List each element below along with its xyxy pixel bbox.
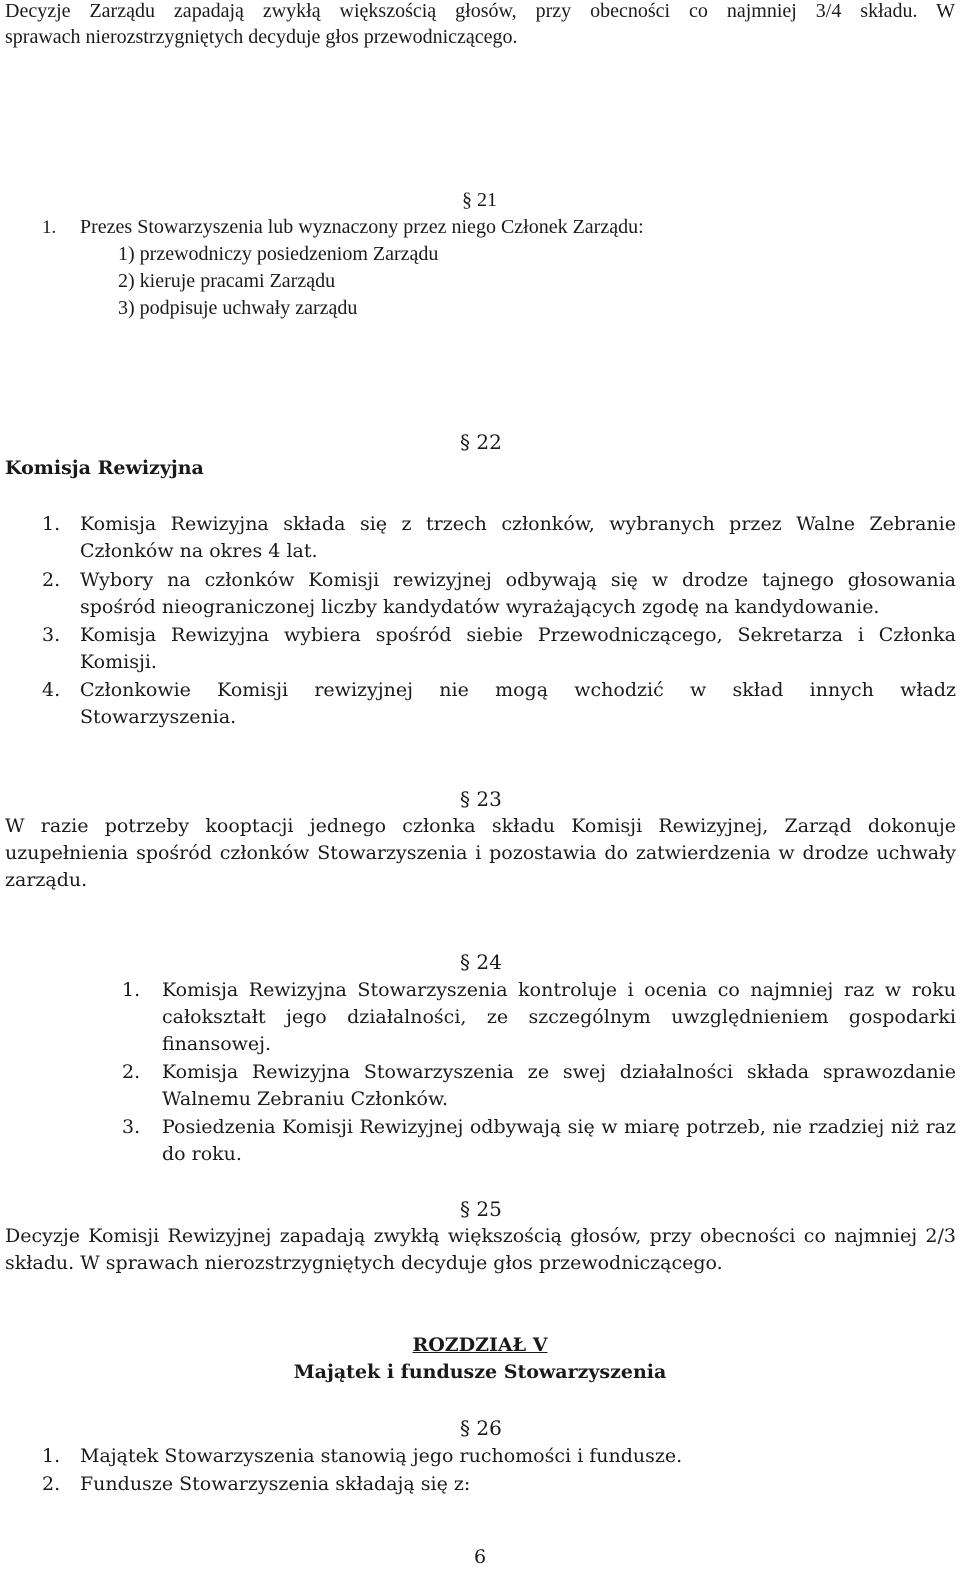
list-item: Majątek Stowarzyszenia stanowią jego ruchomości i fundusze.	[80, 1445, 683, 1467]
section-sign-24: § 24	[460, 950, 502, 974]
list-number: 4.	[42, 679, 61, 701]
sub-list-item: 1) przewodniczy posiedzeniom Zarządu	[118, 243, 439, 265]
list-number: 1.	[42, 1445, 61, 1467]
chapter-subtitle: Majątek i fundusze Stowarzyszenia	[293, 1361, 667, 1383]
list-item: Prezes Stowarzyszenia lub wyznaczony przez niego Członek Zarządu:	[80, 216, 644, 238]
sub-list-item: 2) kieruje pracami Zarządu	[118, 270, 336, 292]
list-number: 1.	[42, 513, 61, 535]
sub-list-item: 3) podpisuje uchwały zarządu	[118, 297, 358, 319]
list-number: 1.	[42, 217, 57, 238]
paragraph-board-decisions-line2: sprawach nierozstrzygniętych decyduje głos przewodniczącego.	[5, 26, 518, 48]
list-item: Komisja Rewizyjna Stowarzyszenia kontroluje i ocenia co najmniej raz w roku całokształt jego działalności, ze szczególnym uwzględnieniem gospodarki finansowej.	[162, 979, 956, 1055]
list-item: Komisja Rewizyjna składa się z trzech członków, wybranych przez Walne Zebranie Członków na okres 4 lat.	[80, 513, 956, 562]
list-item: Fundusze Stowarzyszenia składają się z:	[80, 1473, 471, 1495]
list-number: 2.	[42, 1473, 61, 1495]
list-item: Komisja Rewizyjna wybiera spośród siebie Przewodniczącego, Sekretarza i Członka Komisji.	[80, 624, 956, 673]
paragraph-cooptation: W razie potrzeby kooptacji jednego członka składu Komisji Rewizyjnej, Zarząd dokonuje uzupełnienia spośród członków Stowarzyszenia i pozostawia do zatwierdzenia w drodze uchwały zarządu.	[5, 815, 956, 891]
list-item: Komisja Rewizyjna Stowarzyszenia ze swej działalności składa sprawozdanie Walnemu Zebraniu Członków.	[162, 1061, 956, 1110]
section-sign-22: § 22	[460, 430, 502, 454]
list-number: 2.	[42, 569, 61, 591]
paragraph-audit-decisions: Decyzje Komisji Rewizyjnej zapadają zwykłą większością głosów, przy obecności co najmniej 2/3 składu. W sprawach nierozstrzygniętych decyduje głos przewodniczącego.	[5, 1225, 956, 1274]
paragraph-board-decisions-line1: Decyzje Zarządu zapadają zwykłą większością głosów, przy obecności co najmniej 3/4 składu. W	[5, 0, 955, 22]
list-item: Wybory na członków Komisji rewizyjnej odbywają się w drodze tajnego głosowania spośród nieograniczonej liczby kandydatów wyrażających zgodę na kandydowanie.	[80, 569, 956, 618]
section-sign-23: § 23	[460, 787, 502, 811]
list-item: Posiedzenia Komisji Rewizyjnej odbywają się w miarę potrzeb, nie rzadziej niż raz do roku.	[162, 1116, 956, 1165]
list-number: 1.	[122, 979, 141, 1001]
section-title: Komisja Rewizyjna	[5, 457, 204, 479]
section-sign-25: § 25	[460, 1197, 502, 1221]
chapter-title: ROZDZIAŁ V	[412, 1334, 548, 1356]
list-number: 2.	[122, 1061, 141, 1083]
page-number: 6	[473, 1546, 487, 1568]
section-sign-21: § 21	[462, 189, 497, 211]
list-item: Członkowie Komisji rewizyjnej nie mogą wchodzić w skład innych władz Stowarzyszenia.	[80, 679, 956, 728]
list-number: 3.	[122, 1116, 141, 1138]
section-sign-26: § 26	[460, 1416, 502, 1440]
list-number: 3.	[42, 624, 61, 646]
